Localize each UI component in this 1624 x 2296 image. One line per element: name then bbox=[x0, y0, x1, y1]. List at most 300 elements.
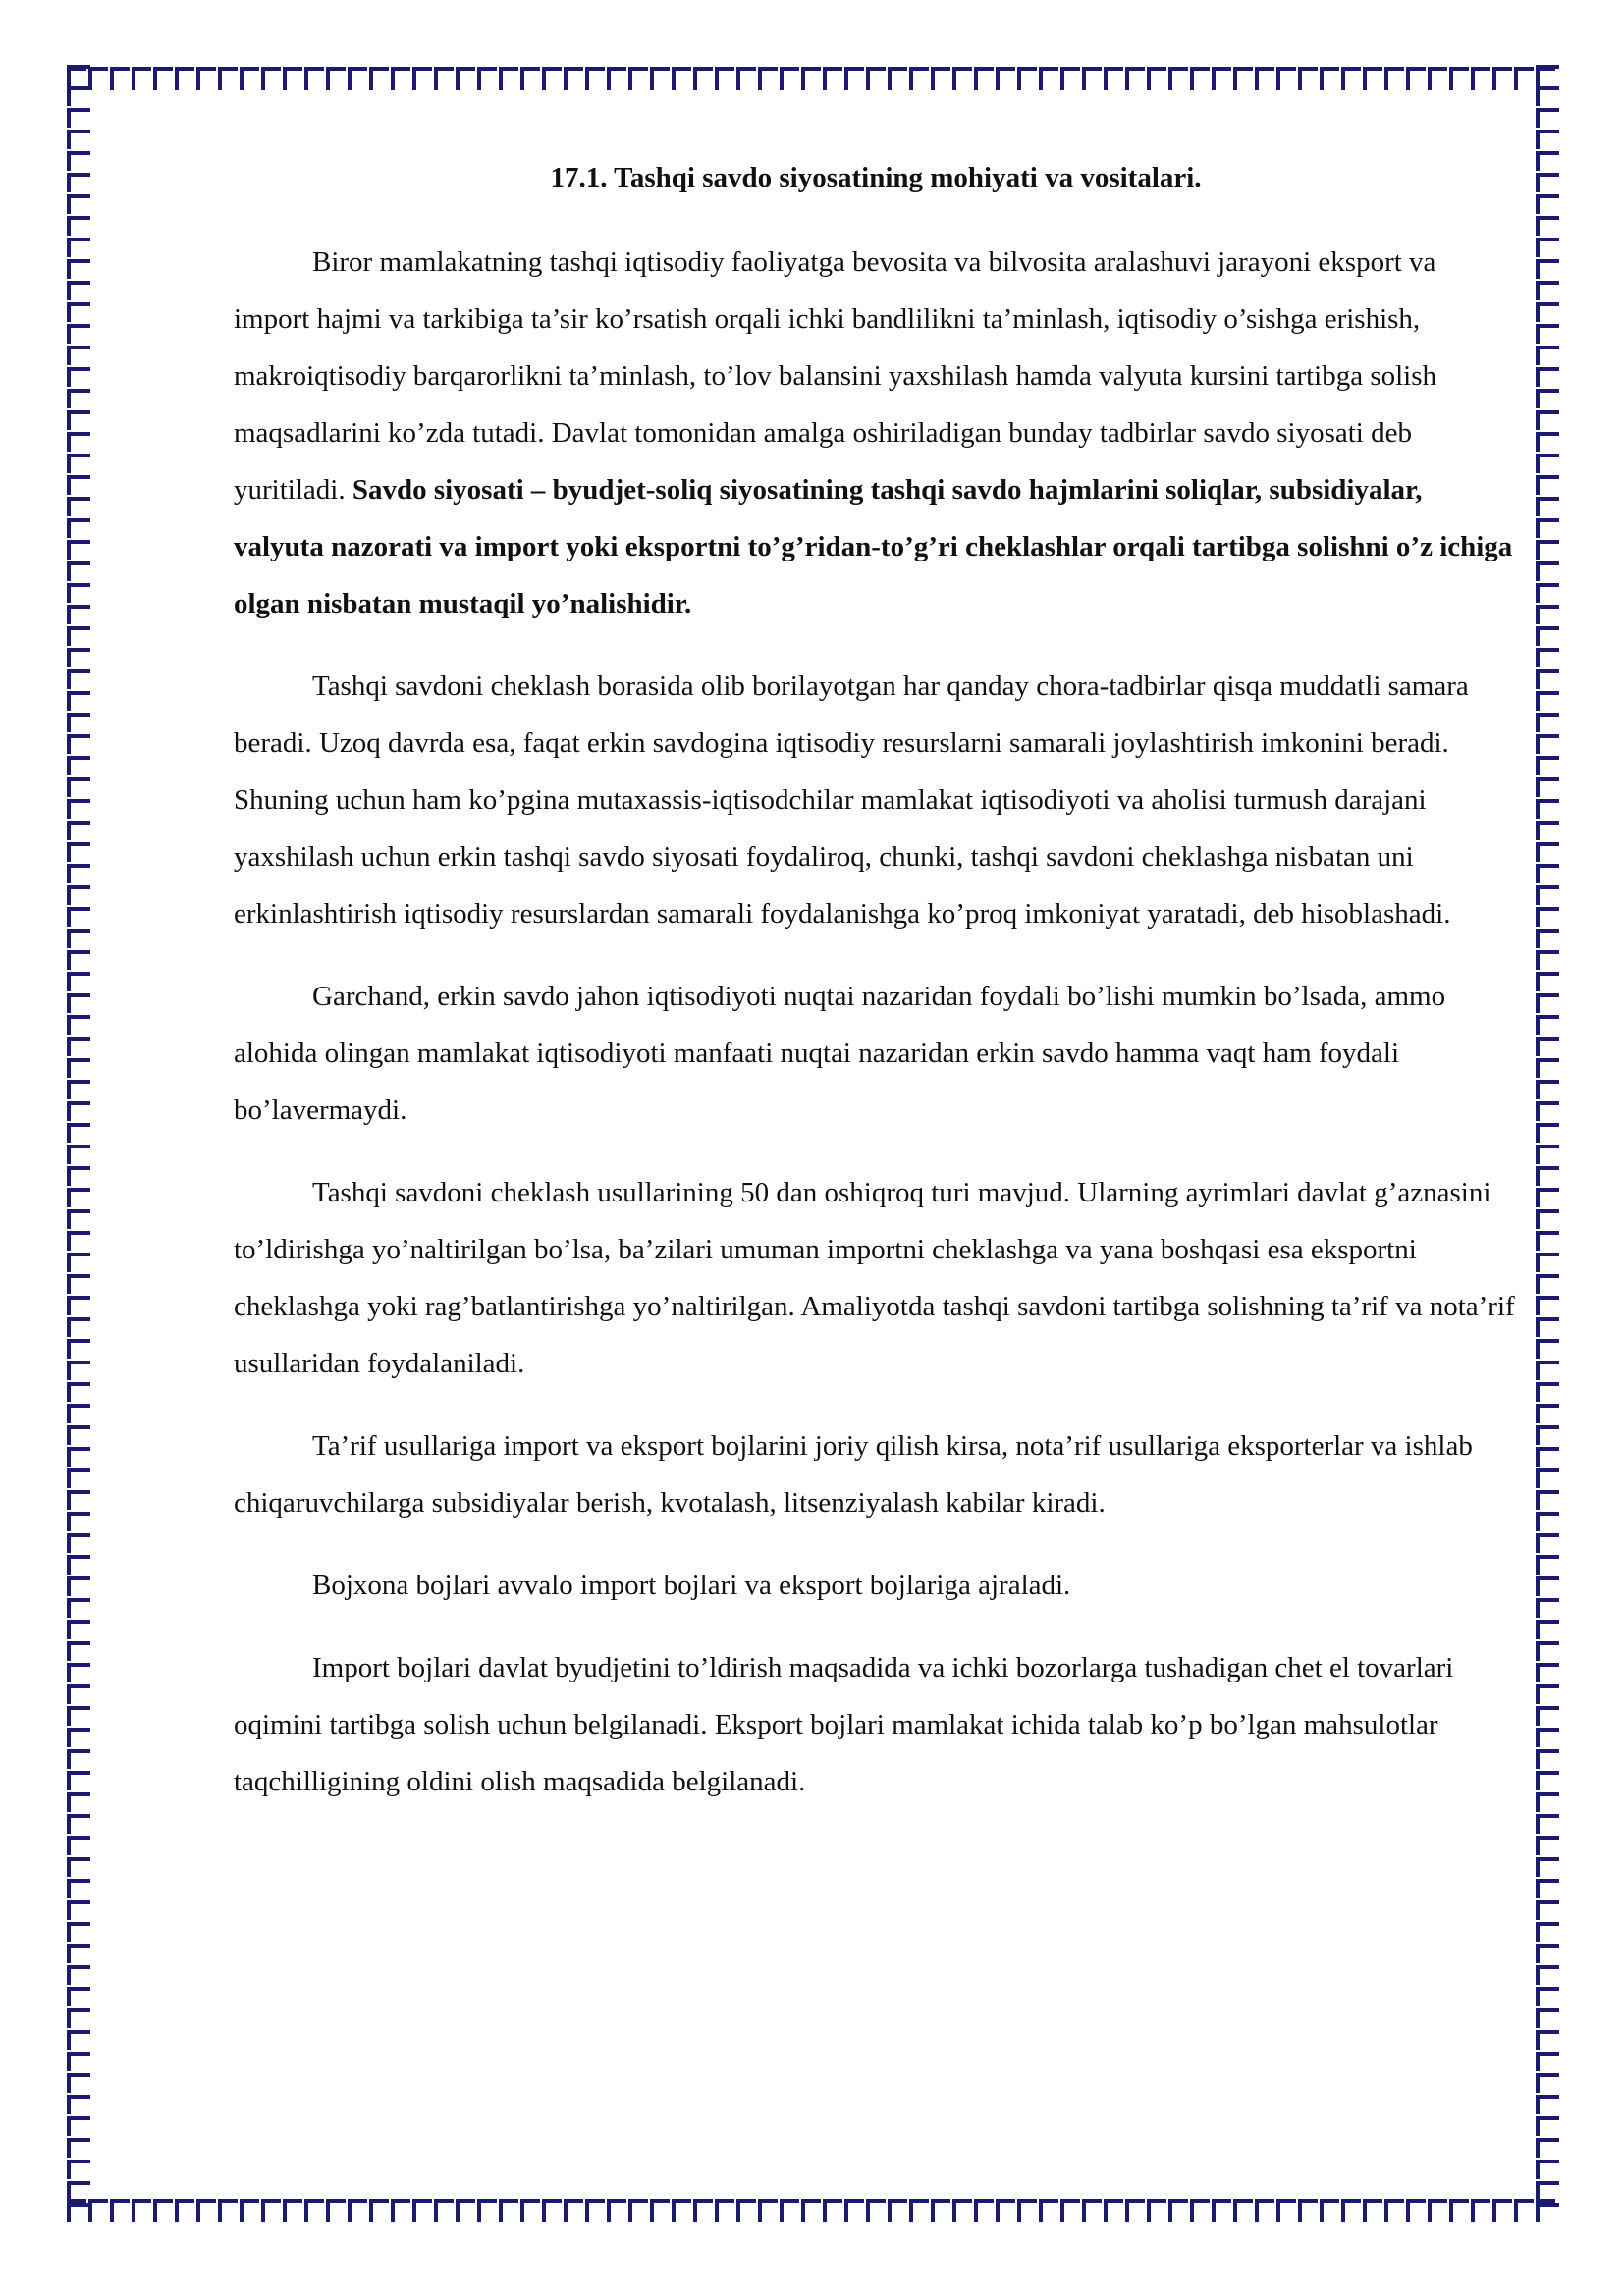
border-bracket bbox=[1343, 69, 1361, 90]
border-bracket bbox=[1430, 69, 1447, 90]
border-bracket bbox=[1538, 887, 1559, 905]
border-bracket bbox=[69, 693, 90, 711]
border-bracket bbox=[1538, 823, 1559, 840]
border-bracket bbox=[1538, 1384, 1559, 1402]
border-bracket bbox=[479, 2201, 497, 2222]
border-bracket bbox=[652, 69, 670, 90]
border-bracket bbox=[69, 2162, 90, 2179]
border-bracket bbox=[522, 69, 540, 90]
border-bracket bbox=[69, 1147, 90, 1164]
border-bracket bbox=[69, 1039, 90, 1056]
border-bracket bbox=[1538, 1255, 1559, 1272]
border-bracket bbox=[69, 88, 90, 106]
border-bracket bbox=[69, 1967, 90, 1985]
border-bracket bbox=[69, 110, 90, 128]
border-bracket bbox=[1538, 1773, 1559, 1790]
border-bracket bbox=[436, 69, 454, 90]
border-bracket bbox=[1538, 1319, 1559, 1337]
border-bracket bbox=[1538, 715, 1559, 732]
border-bracket bbox=[1538, 1406, 1559, 1423]
border-bracket bbox=[1538, 1492, 1559, 1510]
border-bracket bbox=[1538, 2010, 1559, 2028]
border-bracket bbox=[242, 69, 259, 90]
border-bracket bbox=[69, 1125, 90, 1143]
border-bracket bbox=[69, 779, 90, 797]
border-bracket bbox=[1538, 369, 1559, 387]
border-bracket bbox=[911, 2201, 929, 2222]
border-bracket bbox=[69, 261, 90, 279]
page-border-bottom bbox=[67, 2197, 1563, 2226]
border-bracket bbox=[134, 2201, 151, 2222]
border-bracket bbox=[69, 1319, 90, 1337]
border-bracket bbox=[1538, 1643, 1559, 1661]
border-bracket bbox=[1538, 1708, 1559, 1726]
border-bracket bbox=[69, 974, 90, 991]
border-bracket bbox=[782, 69, 799, 90]
border-bracket bbox=[69, 563, 90, 581]
border-bracket bbox=[1538, 347, 1559, 365]
border-bracket bbox=[1041, 2201, 1058, 2222]
border-bracket bbox=[868, 2201, 886, 2222]
border-bracket bbox=[1538, 2054, 1559, 2071]
border-bracket bbox=[1538, 499, 1559, 516]
border-bracket bbox=[1538, 2075, 1559, 2093]
border-bracket bbox=[911, 69, 929, 90]
border-bracket bbox=[69, 1190, 90, 1207]
border-bracket bbox=[1538, 2032, 1559, 2050]
border-bracket bbox=[1538, 1211, 1559, 1229]
paragraph-4: Tashqi savdoni cheklash usullarining 50 dan oshiqroq turi mavjud. Ularning ayrimlari davlat g’aznasini to’ldirishga yo’naltirilgan bo’lsa, ba’zilari umuman importni cheklashga va yana boshqasi esa eksportni cheklashga yoki rag’batlantirishga yo’naltirilgan. Amaliyotda tashqi savdoni tartibga solishning ta’rif va nota’rif usullaridan foydalaniladi. bbox=[234, 1177, 1515, 1379]
border-bracket bbox=[1538, 671, 1559, 689]
paragraph-6: Bojxona bojlari avvalo import bojlari va eksport bojlariga ajraladi. bbox=[312, 1570, 1071, 1601]
border-bracket bbox=[1084, 69, 1102, 90]
border-bracket bbox=[350, 69, 367, 90]
border-bracket bbox=[69, 1060, 90, 1078]
border-bracket bbox=[69, 1233, 90, 1251]
page-border-left bbox=[65, 65, 94, 2226]
border-bracket bbox=[458, 69, 475, 90]
border-bracket bbox=[69, 866, 90, 883]
border-bracket bbox=[630, 69, 648, 90]
border-bracket bbox=[566, 69, 583, 90]
border-bracket bbox=[69, 1362, 90, 1380]
border-bracket bbox=[1300, 2201, 1318, 2222]
border-bracket bbox=[1538, 758, 1559, 775]
border-bracket bbox=[69, 2183, 90, 2201]
paragraph-5: Ta’rif usullariga import va eksport bojlarini joriy qilish kirsa, nota’rif usullariga eksporterlar va ishlab chiqaruvchilarga subsidiyalar berish, kvotalash, litsenziyalash kabilar kiradi. bbox=[234, 1430, 1473, 1519]
border-bracket bbox=[69, 1492, 90, 1510]
border-bracket bbox=[1538, 88, 1559, 106]
border-bracket bbox=[285, 69, 302, 90]
border-bracket bbox=[69, 326, 90, 344]
border-bracket bbox=[1538, 1967, 1559, 1985]
border-bracket bbox=[1538, 1535, 1559, 1553]
border-bracket bbox=[1538, 563, 1559, 581]
border-bracket bbox=[1538, 1060, 1559, 1078]
border-bracket bbox=[501, 2201, 518, 2222]
border-bracket bbox=[1538, 2183, 1559, 2201]
border-bracket bbox=[263, 2201, 281, 2222]
border-bracket bbox=[69, 1470, 90, 1488]
border-bracket bbox=[69, 1665, 90, 1682]
border-bracket bbox=[1473, 2201, 1490, 2222]
border-bracket bbox=[1538, 110, 1559, 128]
border-bracket bbox=[69, 542, 90, 560]
border-bracket bbox=[69, 1902, 90, 1920]
border-bracket bbox=[1538, 866, 1559, 883]
border-bracket bbox=[69, 736, 90, 754]
border-bracket bbox=[69, 347, 90, 365]
border-bracket bbox=[414, 69, 432, 90]
border-bracket bbox=[69, 1514, 90, 1531]
border-bracket bbox=[738, 69, 756, 90]
border-bracket bbox=[1062, 2201, 1080, 2222]
border-bracket bbox=[69, 1557, 90, 1575]
border-bracket bbox=[1538, 693, 1559, 711]
border-bracket bbox=[1538, 1514, 1559, 1531]
border-bracket bbox=[501, 69, 518, 90]
border-bracket bbox=[717, 69, 734, 90]
border-bracket bbox=[1386, 2201, 1404, 2222]
border-bracket bbox=[69, 218, 90, 236]
border-bracket bbox=[587, 69, 605, 90]
border-bracket bbox=[1473, 69, 1490, 90]
border-bracket bbox=[1538, 1859, 1559, 1877]
border-bracket bbox=[263, 69, 281, 90]
border-bracket bbox=[155, 69, 173, 90]
paragraph-1-bold-definition: Savdo siyosati – byudjet-soliq siyosatining tashqi savdo hajmlarini soliqlar, subsidiyalar, valyuta nazorati va import yoki eksportni to’g’ridan-to’g’ri cheklashlar orqali tartibga solishni o’z ichiga olgan nisbatan mustaqil yo’nalishidir. bbox=[234, 474, 1513, 619]
border-bracket bbox=[1538, 1622, 1559, 1639]
border-bracket bbox=[69, 1708, 90, 1726]
border-bracket bbox=[328, 2201, 346, 2222]
border-bracket bbox=[69, 1794, 90, 1812]
border-bracket bbox=[1538, 2162, 1559, 2179]
border-bracket bbox=[630, 2201, 648, 2222]
border-bracket bbox=[1538, 1147, 1559, 1164]
border-bracket bbox=[69, 1427, 90, 1445]
border-bracket bbox=[1538, 1881, 1559, 1898]
border-bracket bbox=[69, 175, 90, 192]
border-bracket bbox=[69, 1643, 90, 1661]
border-bracket bbox=[652, 2201, 670, 2222]
border-bracket bbox=[1538, 995, 1559, 1013]
border-bracket bbox=[69, 801, 90, 819]
paragraph-1 bbox=[234, 234, 1518, 632]
border-bracket bbox=[1538, 1427, 1559, 1445]
border-bracket bbox=[69, 1082, 90, 1099]
border-bracket bbox=[1451, 69, 1469, 90]
border-bracket bbox=[69, 1017, 90, 1035]
border-bracket bbox=[1538, 175, 1559, 192]
border-bracket bbox=[112, 2201, 130, 2222]
border-bracket bbox=[69, 520, 90, 538]
border-bracket bbox=[1257, 2201, 1274, 2222]
border-bracket bbox=[69, 2097, 90, 2114]
border-bracket bbox=[1538, 650, 1559, 667]
border-bracket bbox=[933, 69, 950, 90]
border-bracket bbox=[1408, 69, 1426, 90]
border-bracket bbox=[803, 69, 821, 90]
border-bracket bbox=[1019, 69, 1037, 90]
border-bracket bbox=[1538, 542, 1559, 560]
border-bracket bbox=[1538, 931, 1559, 948]
border-bracket bbox=[1106, 2201, 1123, 2222]
border-bracket bbox=[1451, 2201, 1469, 2222]
border-bracket bbox=[1538, 1730, 1559, 1747]
border-bracket bbox=[1041, 69, 1058, 90]
border-bracket bbox=[1538, 153, 1559, 171]
border-bracket bbox=[69, 1946, 90, 1963]
border-bracket bbox=[738, 2201, 756, 2222]
border-bracket bbox=[1538, 1838, 1559, 1855]
border-bracket bbox=[1408, 2201, 1426, 2222]
border-bracket bbox=[220, 69, 238, 90]
border-bracket bbox=[1538, 218, 1559, 236]
border-bracket bbox=[1538, 1578, 1559, 1596]
border-bracket bbox=[371, 69, 389, 90]
border-bracket bbox=[220, 2201, 238, 2222]
border-bracket bbox=[1257, 69, 1274, 90]
border-bracket bbox=[436, 2201, 454, 2222]
border-bracket bbox=[69, 1989, 90, 2006]
border-bracket bbox=[69, 2118, 90, 2136]
border-bracket bbox=[1538, 974, 1559, 991]
border-bracket bbox=[1538, 1039, 1559, 1056]
border-bracket bbox=[1538, 1190, 1559, 1207]
border-bracket bbox=[1538, 434, 1559, 452]
border-bracket bbox=[1538, 240, 1559, 257]
border-bracket bbox=[69, 2075, 90, 2093]
border-bracket bbox=[69, 607, 90, 624]
border-bracket bbox=[1538, 1103, 1559, 1121]
border-bracket bbox=[1494, 2201, 1512, 2222]
border-bracket bbox=[1538, 2205, 1559, 2222]
border-bracket bbox=[69, 283, 90, 300]
border-bracket bbox=[69, 1838, 90, 1855]
paragraph-3: Garchand, erkin savdo jahon iqtisodiyoti nuqtai nazaridan foydali bo’lishi mumkin bo’lsada, ammo alohida olingan mamlakat iqtisodiyoti manfaati nuqtai nazaridan erkin savdo hamma vaqt ham foydali bo’lavermaydi. bbox=[234, 981, 1446, 1126]
border-bracket bbox=[69, 823, 90, 840]
border-bracket bbox=[69, 1255, 90, 1272]
border-bracket bbox=[69, 931, 90, 948]
border-bracket bbox=[1538, 844, 1559, 862]
border-bracket bbox=[1538, 1341, 1559, 1359]
border-bracket bbox=[1062, 69, 1080, 90]
border-bracket bbox=[1538, 952, 1559, 970]
border-bracket bbox=[69, 650, 90, 667]
border-bracket bbox=[198, 69, 216, 90]
border-bracket bbox=[69, 1816, 90, 1834]
border-bracket bbox=[1538, 391, 1559, 408]
border-bracket bbox=[1538, 1017, 1559, 1035]
border-bracket bbox=[954, 2201, 972, 2222]
border-bracket bbox=[1538, 1233, 1559, 1251]
border-bracket bbox=[69, 1449, 90, 1467]
border-bracket bbox=[695, 2201, 713, 2222]
border-bracket bbox=[760, 2201, 778, 2222]
border-bracket bbox=[1516, 69, 1534, 90]
border-bracket bbox=[177, 69, 194, 90]
border-bracket bbox=[717, 2201, 734, 2222]
border-bracket bbox=[69, 240, 90, 257]
border-bracket bbox=[69, 995, 90, 1013]
border-bracket bbox=[285, 2201, 302, 2222]
border-bracket bbox=[69, 477, 90, 495]
border-bracket bbox=[1538, 1276, 1559, 1294]
border-bracket bbox=[69, 196, 90, 214]
border-bracket bbox=[69, 671, 90, 689]
border-bracket bbox=[1430, 2201, 1447, 2222]
border-bracket bbox=[69, 715, 90, 732]
border-bracket bbox=[1192, 69, 1210, 90]
border-bracket bbox=[1170, 2201, 1188, 2222]
border-bracket bbox=[674, 69, 691, 90]
border-bracket bbox=[1516, 2201, 1534, 2222]
border-bracket bbox=[782, 2201, 799, 2222]
border-bracket bbox=[1538, 1449, 1559, 1467]
border-bracket bbox=[566, 2201, 583, 2222]
border-bracket bbox=[69, 1298, 90, 1315]
border-bracket bbox=[69, 2205, 90, 2222]
border-bracket bbox=[1538, 304, 1559, 322]
paragraph-2: Tashqi savdoni cheklash borasida olib borilayotgan har qanday chora-tadbirlar qisqa muddatli samara beradi. Uzoq davrda esa, faqat erkin savdogina iqtisodiy resurslarni samarali joylashtirish imkonini beradi. Shuning uchun ham ko’pgina mutaxassis-iqtisodchilar mamlakat iqtisodiyoti va aholisi turmush darajani yaxshilash uchun erkin tashqi savdo siyosati foydaliroq, chunki, tashqi savdoni cheklashga nisbatan uni erkinlashtirish iqtisodiy resurslardan samarali foydalanishga ko’proq imkoniyat yaratadi, deb hisoblashadi. bbox=[234, 670, 1469, 930]
border-bracket bbox=[674, 2201, 691, 2222]
border-bracket bbox=[1538, 1298, 1559, 1315]
border-bracket bbox=[69, 952, 90, 970]
border-bracket bbox=[479, 69, 497, 90]
border-bracket bbox=[1538, 455, 1559, 473]
border-bracket bbox=[609, 69, 626, 90]
border-bracket bbox=[998, 2201, 1015, 2222]
border-bracket bbox=[69, 499, 90, 516]
border-bracket bbox=[1538, 196, 1559, 214]
border-bracket bbox=[69, 1341, 90, 1359]
border-bracket bbox=[69, 2054, 90, 2071]
border-bracket bbox=[1538, 1816, 1559, 1834]
border-bracket bbox=[1538, 1600, 1559, 1618]
border-bracket bbox=[998, 69, 1015, 90]
border-bracket bbox=[69, 1881, 90, 1898]
border-bracket bbox=[1538, 1125, 1559, 1143]
border-bracket bbox=[69, 844, 90, 862]
border-bracket bbox=[1538, 779, 1559, 797]
border-bracket bbox=[69, 1622, 90, 1639]
border-bracket bbox=[544, 2201, 562, 2222]
border-bracket bbox=[69, 1751, 90, 1769]
border-bracket bbox=[1127, 2201, 1145, 2222]
border-bracket bbox=[1538, 801, 1559, 819]
border-bracket bbox=[954, 69, 972, 90]
border-bracket bbox=[69, 1578, 90, 1596]
paragraph-7: Import bojlari davlat byudjetini to’ldirish maqsadida va ichki bozorlarga tushadigan chet el tovarlari oqimini tartibga solish uchun belgilanadi. Eksport bojlari mamlakat ichida talab ko’p bo’lgan mahsulotlar taqchilligining oldini olish maqsadida belgilanadi. bbox=[234, 1652, 1454, 1797]
border-bracket bbox=[890, 2201, 907, 2222]
border-bracket bbox=[1538, 2097, 1559, 2114]
border-bracket bbox=[976, 2201, 994, 2222]
border-bracket bbox=[1170, 69, 1188, 90]
border-bracket bbox=[846, 2201, 864, 2222]
border-bracket bbox=[1300, 69, 1318, 90]
border-bracket bbox=[306, 69, 324, 90]
border-bracket bbox=[1538, 2118, 1559, 2136]
page-border-top bbox=[67, 65, 1563, 94]
border-bracket bbox=[1192, 2201, 1210, 2222]
border-bracket bbox=[1538, 1751, 1559, 1769]
border-bracket bbox=[69, 585, 90, 603]
document-body bbox=[234, 149, 1518, 1836]
border-bracket bbox=[1538, 736, 1559, 754]
border-bracket bbox=[1019, 2201, 1037, 2222]
border-bracket bbox=[112, 69, 130, 90]
border-bracket bbox=[134, 69, 151, 90]
border-bracket bbox=[1538, 261, 1559, 279]
border-bracket bbox=[69, 153, 90, 171]
border-bracket bbox=[1322, 69, 1339, 90]
border-bracket bbox=[1235, 69, 1253, 90]
border-bracket bbox=[1538, 1924, 1559, 1942]
border-bracket bbox=[1084, 2201, 1102, 2222]
border-bracket bbox=[69, 1211, 90, 1229]
border-bracket bbox=[1538, 1665, 1559, 1682]
border-bracket bbox=[695, 69, 713, 90]
border-bracket bbox=[1538, 1946, 1559, 1963]
border-bracket bbox=[69, 887, 90, 905]
border-bracket bbox=[69, 1600, 90, 1618]
section-heading: 17.1. Tashqi savdo siyosatining mohiyati va vositalari. bbox=[550, 162, 1202, 193]
border-bracket bbox=[306, 2201, 324, 2222]
border-bracket bbox=[69, 2010, 90, 2028]
border-bracket bbox=[242, 2201, 259, 2222]
border-bracket bbox=[933, 2201, 950, 2222]
border-bracket bbox=[69, 304, 90, 322]
border-bracket bbox=[69, 434, 90, 452]
border-bracket bbox=[69, 132, 90, 149]
border-bracket bbox=[69, 391, 90, 408]
border-bracket bbox=[198, 2201, 216, 2222]
border-bracket bbox=[69, 1686, 90, 1704]
border-bracket bbox=[1322, 2201, 1339, 2222]
border-bracket bbox=[609, 2201, 626, 2222]
border-bracket bbox=[393, 2201, 410, 2222]
border-bracket bbox=[1538, 1362, 1559, 1380]
border-bracket bbox=[69, 1168, 90, 1186]
border-bracket bbox=[328, 69, 346, 90]
border-bracket bbox=[1538, 1168, 1559, 1186]
border-bracket bbox=[1538, 520, 1559, 538]
border-bracket bbox=[1538, 607, 1559, 624]
border-bracket bbox=[69, 1773, 90, 1790]
border-bracket bbox=[69, 1276, 90, 1294]
border-bracket bbox=[69, 1103, 90, 1121]
border-bracket bbox=[69, 2140, 90, 2158]
border-bracket bbox=[177, 2201, 194, 2222]
border-bracket bbox=[458, 2201, 475, 2222]
border-bracket bbox=[760, 69, 778, 90]
border-bracket bbox=[69, 909, 90, 927]
border-bracket bbox=[69, 455, 90, 473]
border-bracket bbox=[1538, 1686, 1559, 1704]
border-bracket bbox=[825, 2201, 842, 2222]
border-bracket bbox=[1538, 326, 1559, 344]
border-bracket bbox=[1386, 69, 1404, 90]
border-bracket bbox=[825, 69, 842, 90]
border-bracket bbox=[544, 69, 562, 90]
border-bracket bbox=[1538, 1902, 1559, 1920]
border-bracket bbox=[1214, 69, 1231, 90]
border-bracket bbox=[393, 69, 410, 90]
border-bracket bbox=[69, 1924, 90, 1942]
border-bracket bbox=[414, 2201, 432, 2222]
border-bracket bbox=[1127, 69, 1145, 90]
border-bracket bbox=[1538, 1557, 1559, 1575]
